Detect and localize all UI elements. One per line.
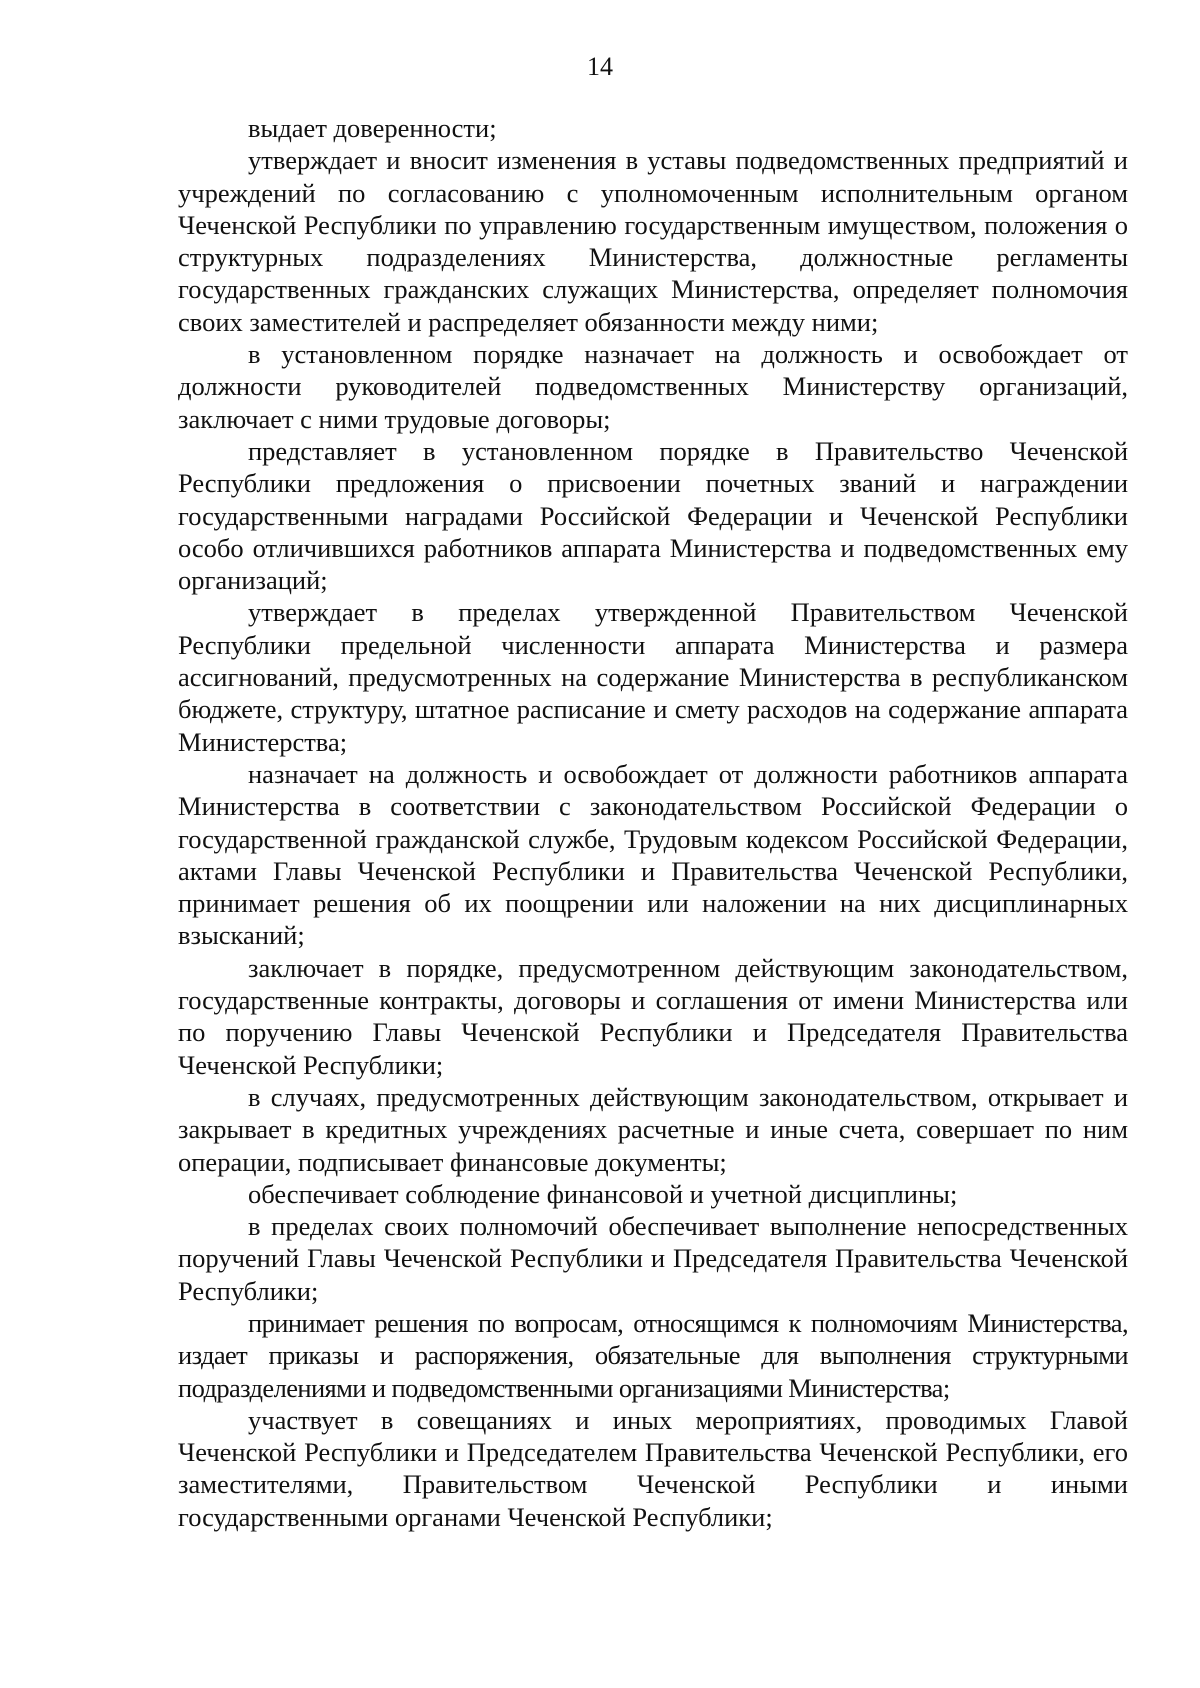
paragraph-5: утверждает в пределах утвержденной Правительством Чеченской Республики предельной численности аппарата Министерства и размера ассигнований, предусмотренных на содержание Министерства в республиканском бюджете, структуру, штатное расписание и смету расходов на содержание аппарата Министерства; [178,597,1128,757]
paragraph-12: участвует в совещаниях и иных мероприятиях, проводимых Главой Чеченской Республики и Председателем Правительства Чеченской Республики, его заместителями, Правительством Чеченской Республики и иными государственными органами Чеченской Республики; [178,1404,1128,1532]
paragraph-3: в установленном порядке назначает на должность и освобождает от должности руководителей подведомственных Министерству организаций, заключает с ними трудовые договоры; [178,339,1128,434]
paragraph-8: в случаях, предусмотренных действующим законодательством, открывает и закрывает в кредитных учреждениях расчетные и иные счета, совершает по ним операции, подписывает финансовые документы; [178,1081,1128,1177]
paragraph-11: принимает решения по вопросам, относящимся к полномочиям Министерства, издает приказы и распоряжения, обязательные для выполнения структурными подразделениями и подведомственными организациями Министерства; [178,1307,1128,1403]
paragraph-1: выдает доверенности; [248,113,497,143]
paragraph-2: утверждает и вносит изменения в уставы подведомственных предприятий и учреждений по согласованию с уполномоченным исполнительным органом Чеченской Республики по управлению государственным имуществом, положения о структурных подразделениях Министерства, должностные регламенты государственных гражданских служащих Министерства, определяет полномочия своих заместителей и распределяет обязанности между ними; [178,145,1128,337]
paragraph-4: представляет в установленном порядке в Правительство Чеченской Республики предложения о присвоении почетных званий и награждении государственными наградами Российской Федерации и Чеченской Республики особо отличившихся работников аппарата Министерства и подведомственных ему организаций; [178,435,1128,596]
document-body [178,112,1128,1533]
paragraph-9: обеспечивает соблюдение финансовой и учетной дисциплины; [248,1178,958,1209]
paragraph-6: назначает на должность и освобождает от должности работников аппарата Министерства в соответствии с законодательством Российской Федерации о государственной гражданской службе, Трудовым кодексом Российской Федерации, актами Главы Чеченской Республики и Правительства Чеченской Республики, принимает решения об их поощрении или наложении на них дисциплинарных взысканий; [178,758,1128,951]
page-number: 14 [587,52,613,81]
paragraph-7: заключает в порядке, предусмотренном действующим законодательством, государственные контракты, договоры и соглашения от имени Министерства или по поручению Главы Чеченской Республики и Председателя Правительства Чеченской Республики; [178,952,1128,1080]
paragraph-10: в пределах своих полномочий обеспечивает выполнение непосредственных поручений Главы Чеченской Республики и Председателя Правительства Чеченской Республики; [178,1211,1128,1306]
